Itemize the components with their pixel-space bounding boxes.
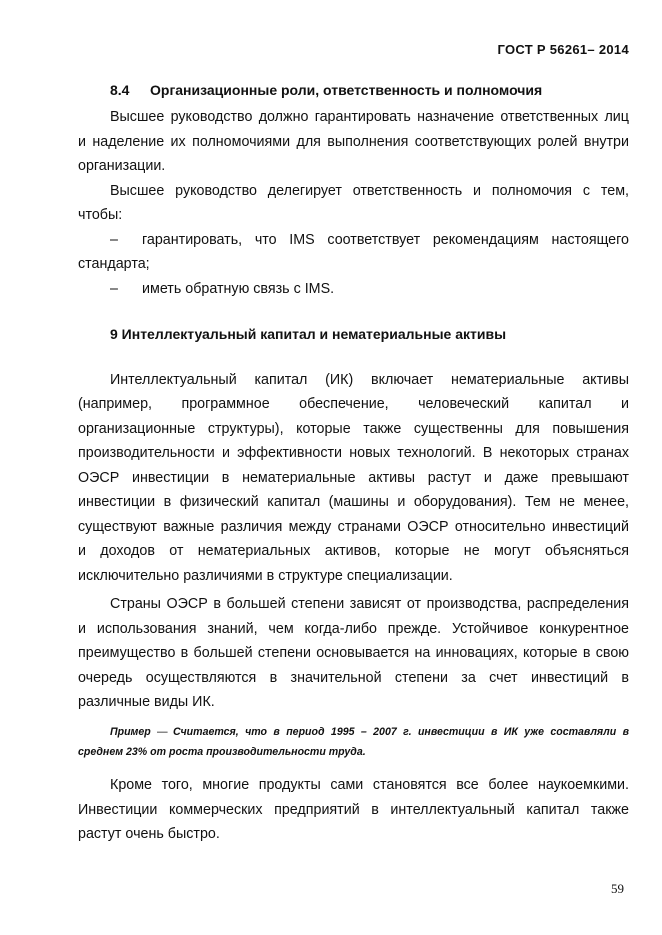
paragraph-line: очередь осуществляются в значительной степени за счет инвестиций в (78, 670, 629, 686)
paragraph-line: и доходов от нематериальных активов, которые не могут объясняться (78, 543, 629, 559)
paragraph-line: Страны ОЭСР в большей степени зависят от производства, распределения (110, 596, 629, 612)
paragraph-line: производительности и эффективности новых технологий. В некоторых странах (78, 445, 629, 461)
list-dash: – (110, 232, 118, 248)
paragraph-line: исключительно различиями в структуре специализации. (78, 568, 453, 584)
paragraph-line: и наделение их полномочиями для выполнения соответствующих ролей внутри (78, 134, 629, 150)
paragraph-line: и использования знаний, чем когда-либо прежде. Устойчивое конкурентное (78, 621, 629, 637)
paragraph-line: ОЭСР инвестиции в нематериальные активы растут и даже превышают (78, 470, 629, 486)
paragraph-line: существуют важные различия между странами ОЭСР относительно инвестиций (78, 519, 629, 535)
paragraph-line: различные виды ИК. (78, 694, 215, 710)
example-dash: — (157, 726, 168, 738)
section-title: Организационные роли, ответственность и полномочия (150, 82, 543, 98)
paragraph-line: Высшее руководство должно гарантировать назначение ответственных лиц (110, 109, 629, 125)
list-item: иметь обратную связь с IMS. (142, 281, 335, 297)
paragraph-line: Интеллектуальный капитал (ИК) включает нематериальные активы (110, 372, 629, 388)
section-number: 8.4 (110, 82, 130, 98)
paragraph-line: преимущество в большей степени основывается на инновациях, которые в свою (78, 645, 629, 661)
paragraph-line: организации. (78, 158, 166, 174)
paragraph-line: чтобы: (78, 207, 123, 223)
paragraph-line: Высшее руководство делегирует ответственность и полномочия с тем, (110, 183, 629, 199)
example-label: Пример (110, 726, 151, 738)
section-title: 9 Интеллектуальный капитал и нематериальные активы (110, 326, 507, 342)
document-id: ГОСТ Р 56261– 2014 (497, 42, 629, 57)
paragraph-line: (например, программное обеспечение, человеческий капитал и (78, 396, 629, 412)
page-number: 59 (611, 881, 624, 896)
example-text: Считается, что в период 1995 – 2007 г. инвестиции в ИК уже составляли в (173, 726, 629, 738)
list-item: гарантировать, что IMS соответствует рекомендациям настоящего (142, 232, 629, 248)
paragraph-line: Инвестиции коммерческих предприятий в интеллектуальный капитал также (78, 802, 629, 818)
list-dash: – (110, 281, 118, 297)
paragraph-line: растут очень быстро. (78, 826, 220, 842)
paragraph-line: Кроме того, многие продукты сами становятся все более наукоемкими. (110, 777, 629, 793)
list-item-continuation: стандарта; (78, 256, 150, 272)
paragraph-line: инвестиции в физический капитал (машины и оборудования). Тем не менее, (78, 494, 629, 510)
paragraph-line: организационные структуры), которые также существенны для повышения (78, 421, 629, 437)
example-text: среднем 23% от роста производительности труда. (78, 746, 366, 758)
